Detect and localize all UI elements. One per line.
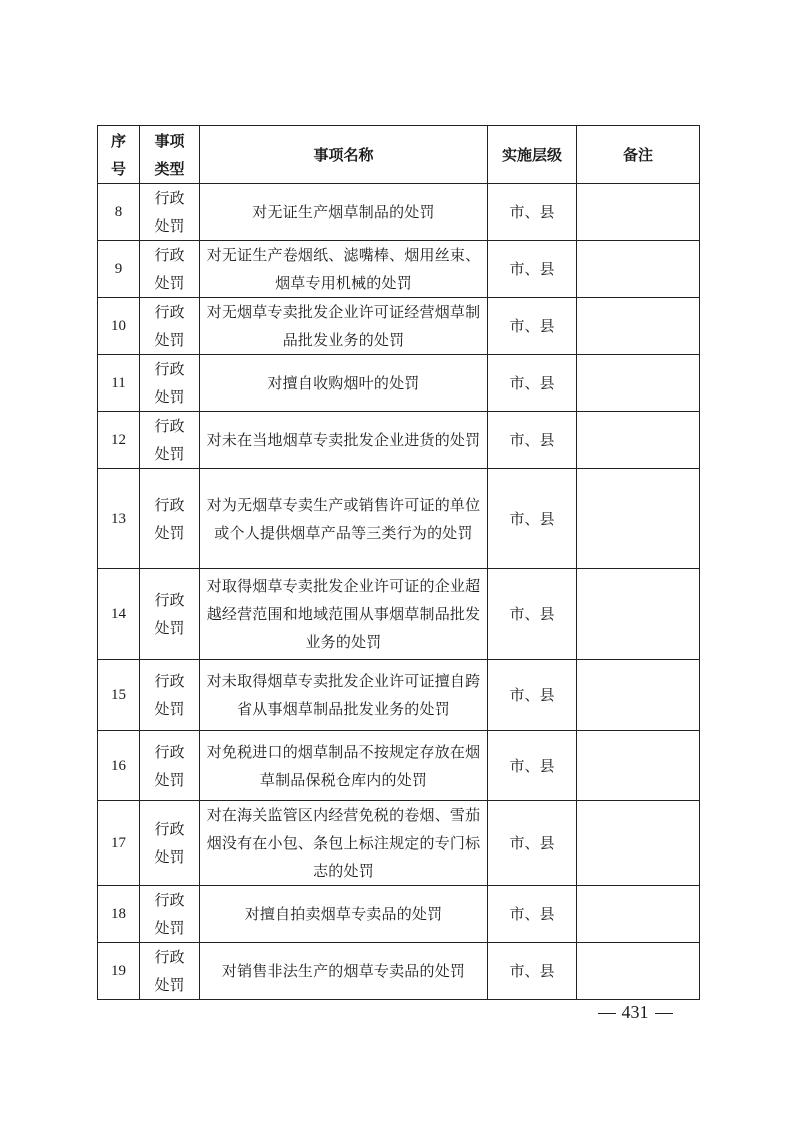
table-row (98, 886, 700, 943)
row-name: 对未取得烟草专卖批发企业许可证擅自跨省从事烟草制品批发业务的处罚 (200, 660, 488, 731)
row-type (140, 886, 200, 943)
dash-left (598, 1013, 616, 1014)
header-remarks: 备注 (577, 126, 700, 184)
header-name: 事项名称 (200, 126, 488, 184)
row-number: 14 (98, 569, 140, 660)
row-type (140, 241, 200, 298)
header-seq-line2: 号 (110, 159, 126, 178)
row-type (140, 569, 200, 660)
row-number: 13 (98, 469, 140, 569)
row-type (140, 660, 200, 731)
row-level: 市、县 (488, 943, 577, 1000)
row-number: 15 (98, 660, 140, 731)
row-type-line1: 行政 (154, 820, 185, 838)
row-type-line1: 行政 (154, 417, 185, 435)
row-remarks (577, 469, 700, 569)
table-row (98, 241, 700, 298)
row-number: 18 (98, 886, 140, 943)
row-level: 市、县 (488, 801, 577, 886)
table-row (98, 801, 700, 886)
table-row (98, 355, 700, 412)
row-type-line1: 行政 (154, 742, 185, 761)
row-name: 对为无烟草专卖生产或销售许可证的单位或个人提供烟草产品等三类行为的处罚 (200, 469, 488, 569)
row-remarks (577, 298, 700, 355)
row-type-line1: 行政 (154, 360, 185, 378)
row-type-line2: 处罚 (154, 976, 185, 994)
row-level: 市、县 (488, 412, 577, 469)
row-name: 对取得烟草专卖批发企业许可证的企业超越经营范围和地域范围从事烟草制品批发业务的处罚 (200, 569, 488, 660)
row-level: 市、县 (488, 469, 577, 569)
row-remarks (577, 943, 700, 1000)
row-name: 对在海关监管区内经营免税的卷烟、雪茄烟没有在小包、条包上标注规定的专门标志的处罚 (200, 801, 488, 886)
table-row (98, 469, 700, 569)
row-name: 对免税进口的烟草制品不按规定存放在烟草制品保税仓库内的处罚 (200, 731, 488, 801)
row-type-line1: 行政 (154, 672, 185, 690)
row-level: 市、县 (488, 660, 577, 731)
header-type-line2: 类型 (154, 159, 185, 178)
header-type (140, 126, 200, 184)
table-row (98, 298, 700, 355)
row-name: 对销售非法生产的烟草专卖品的处罚 (200, 943, 488, 1000)
table-row (98, 184, 700, 241)
row-type (140, 801, 200, 886)
table-row (98, 412, 700, 469)
table-row (98, 943, 700, 1000)
row-number: 17 (98, 801, 140, 886)
row-type-line2: 处罚 (154, 388, 185, 406)
row-remarks (577, 355, 700, 412)
row-type-line2: 处罚 (154, 445, 185, 463)
row-remarks (577, 241, 700, 298)
row-type-line1: 行政 (154, 591, 185, 609)
row-type-line2: 处罚 (154, 274, 185, 292)
row-remarks (577, 184, 700, 241)
dash-right (655, 1013, 673, 1014)
header-seq (98, 126, 140, 184)
row-type-line2: 处罚 (154, 619, 185, 637)
row-type (140, 355, 200, 412)
row-number: 8 (98, 184, 140, 241)
row-type (140, 943, 200, 1000)
row-type-line1: 行政 (154, 495, 185, 514)
row-level: 市、县 (488, 184, 577, 241)
table-row (98, 569, 700, 660)
row-type (140, 731, 200, 801)
matters-table (97, 125, 700, 1000)
row-type-line2: 处罚 (154, 523, 185, 542)
row-number: 12 (98, 412, 140, 469)
row-type (140, 412, 200, 469)
page-number (590, 1002, 680, 1023)
row-number: 19 (98, 943, 140, 1000)
row-type (140, 184, 200, 241)
table-row (98, 731, 700, 801)
row-remarks (577, 801, 700, 886)
header-row (98, 126, 700, 184)
row-number: 16 (98, 731, 140, 801)
row-level: 市、县 (488, 731, 577, 801)
row-type (140, 469, 200, 569)
row-type-line2: 处罚 (154, 331, 185, 349)
row-name: 对未在当地烟草专卖批发企业进货的处罚 (200, 412, 488, 469)
row-remarks (577, 569, 700, 660)
row-type-line2: 处罚 (154, 919, 185, 937)
row-name: 对无证生产卷烟纸、滤嘴棒、烟用丝束、烟草专用机械的处罚 (200, 241, 488, 298)
row-type-line1: 行政 (154, 891, 185, 909)
row-number: 11 (98, 355, 140, 412)
header-level: 实施层级 (488, 126, 577, 184)
row-type-line2: 处罚 (154, 700, 185, 718)
row-level: 市、县 (488, 241, 577, 298)
row-level: 市、县 (488, 298, 577, 355)
row-number: 9 (98, 241, 140, 298)
row-type-line1: 行政 (154, 189, 185, 207)
row-type-line2: 处罚 (154, 217, 185, 235)
row-name: 对无证生产烟草制品的处罚 (200, 184, 488, 241)
row-name: 对擅自收购烟叶的处罚 (200, 355, 488, 412)
row-type-line1: 行政 (154, 246, 185, 264)
row-type-line1: 行政 (154, 948, 185, 966)
row-type (140, 298, 200, 355)
page-number-text: 431 (621, 1002, 649, 1022)
table-row (98, 660, 700, 731)
row-name: 对擅自拍卖烟草专卖品的处罚 (200, 886, 488, 943)
row-level: 市、县 (488, 569, 577, 660)
row-type-line2: 处罚 (154, 770, 185, 789)
header-seq-line1: 序 (110, 131, 126, 150)
row-remarks (577, 660, 700, 731)
row-remarks (577, 412, 700, 469)
row-remarks (577, 886, 700, 943)
header-type-line1: 事项 (154, 131, 185, 150)
row-type-line2: 处罚 (154, 848, 185, 866)
row-name: 对无烟草专卖批发企业许可证经营烟草制品批发业务的处罚 (200, 298, 488, 355)
row-remarks (577, 731, 700, 801)
row-level: 市、县 (488, 355, 577, 412)
row-level: 市、县 (488, 886, 577, 943)
row-number: 10 (98, 298, 140, 355)
row-type-line1: 行政 (154, 303, 185, 321)
